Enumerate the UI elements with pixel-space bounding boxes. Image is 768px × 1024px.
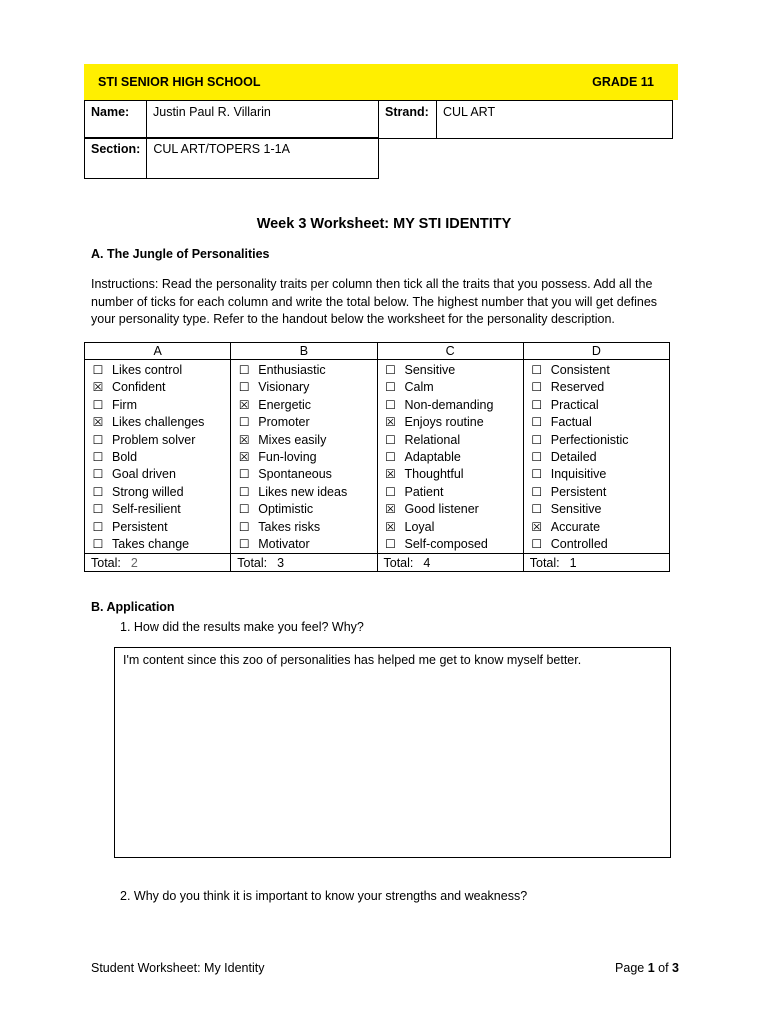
- total-cell-b: [231, 554, 377, 572]
- unchecked-box-icon[interactable]: ☐: [92, 397, 104, 412]
- trait-label: Takes change: [112, 536, 190, 551]
- trait-label: Calm: [404, 380, 434, 395]
- unchecked-box-icon[interactable]: ☐: [92, 467, 104, 482]
- trait-item[interactable]: [91, 536, 230, 553]
- total-label: Total:: [237, 555, 268, 570]
- worksheet-title: Week 3 Worksheet: MY STI IDENTITY: [256, 216, 512, 232]
- checked-box-icon[interactable]: ☒: [92, 415, 104, 430]
- trait-label: Practical: [550, 397, 599, 412]
- trait-item[interactable]: [530, 466, 669, 483]
- unchecked-box-icon[interactable]: ☐: [385, 363, 396, 377]
- trait-item[interactable]: [91, 519, 230, 536]
- unchecked-box-icon[interactable]: ☐: [92, 484, 104, 499]
- trait-column-d: [523, 360, 669, 554]
- section-value: CUL ART/TOPERS 1-1A: [147, 138, 379, 179]
- name-value: Justin Paul R. Villarin: [147, 101, 379, 139]
- total-value: 2: [130, 555, 138, 570]
- trait-label: Likes challenges: [112, 415, 205, 430]
- page-total: 3: [672, 961, 679, 975]
- trait-item[interactable]: [384, 362, 523, 379]
- trait-item[interactable]: [384, 501, 523, 518]
- total-label: Total:: [529, 555, 560, 570]
- personality-traits-table: [84, 342, 670, 572]
- unchecked-box-icon[interactable]: ☐: [92, 502, 104, 517]
- trait-label: Likes new ideas: [258, 484, 348, 499]
- name-label: Name:: [85, 101, 147, 139]
- trait-label: Takes risks: [258, 519, 321, 534]
- grade-level: GRADE 11: [592, 75, 654, 89]
- trait-item[interactable]: [237, 449, 376, 466]
- trait-label: Strong willed: [112, 484, 184, 499]
- trait-column-a: [85, 360, 231, 554]
- question-2: 2. Why do you think it is important to know your strengths and weakness?: [120, 889, 528, 903]
- checked-box-icon[interactable]: ☒: [385, 467, 396, 482]
- trait-item[interactable]: [384, 466, 523, 483]
- trait-item[interactable]: [384, 449, 523, 466]
- checked-box-icon[interactable]: ☒: [238, 397, 250, 412]
- unchecked-box-icon[interactable]: ☐: [531, 397, 543, 412]
- trait-item[interactable]: [530, 536, 669, 553]
- trait-item[interactable]: [237, 519, 376, 536]
- trait-label: Persistent: [550, 484, 607, 499]
- trait-label: Visionary: [258, 380, 310, 395]
- unchecked-box-icon[interactable]: ☐: [238, 415, 250, 430]
- total-label: Total:: [91, 555, 121, 570]
- checked-box-icon[interactable]: ☒: [385, 519, 396, 534]
- unchecked-box-icon[interactable]: ☐: [238, 380, 250, 395]
- trait-item[interactable]: [530, 379, 669, 396]
- trait-label: Bold: [112, 449, 138, 464]
- trait-item[interactable]: [91, 501, 230, 518]
- trait-label: Motivator: [258, 536, 310, 551]
- unchecked-box-icon[interactable]: ☐: [531, 415, 543, 430]
- unchecked-box-icon[interactable]: ☐: [385, 449, 396, 464]
- trait-item[interactable]: [237, 362, 376, 379]
- column-header-a: A: [85, 343, 231, 360]
- header-banner: [84, 64, 678, 100]
- section-b-heading: B. Application: [91, 600, 175, 614]
- total-cell-d: [523, 554, 669, 572]
- unchecked-box-icon[interactable]: ☐: [385, 484, 396, 499]
- unchecked-box-icon[interactable]: ☐: [385, 536, 396, 551]
- trait-column-b: [231, 360, 377, 554]
- unchecked-box-icon[interactable]: ☐: [531, 502, 543, 517]
- strand-label: Strand:: [379, 101, 437, 139]
- trait-label: Reserved: [550, 380, 605, 395]
- trait-label: Factual: [550, 415, 592, 430]
- checked-box-icon[interactable]: ☒: [385, 415, 396, 430]
- trait-label: Mixes easily: [258, 432, 327, 447]
- trait-item[interactable]: [91, 414, 230, 431]
- total-cell-c: [377, 554, 523, 572]
- trait-label: Thoughtful: [404, 467, 464, 482]
- column-header-b: B: [231, 343, 377, 360]
- unchecked-box-icon[interactable]: ☐: [238, 519, 250, 534]
- trait-label: Promoter: [258, 415, 310, 430]
- checked-box-icon[interactable]: ☒: [238, 432, 250, 447]
- unchecked-box-icon[interactable]: ☐: [385, 380, 396, 395]
- unchecked-box-icon[interactable]: ☐: [531, 449, 543, 464]
- unchecked-box-icon[interactable]: ☐: [238, 536, 250, 551]
- trait-item[interactable]: [91, 362, 230, 379]
- trait-label: Accurate: [550, 519, 601, 534]
- unchecked-box-icon[interactable]: ☐: [531, 432, 543, 447]
- trait-item[interactable]: [237, 536, 376, 553]
- unchecked-box-icon[interactable]: ☐: [238, 363, 250, 377]
- trait-item[interactable]: [530, 432, 669, 449]
- trait-label: Consistent: [550, 363, 610, 377]
- trait-item[interactable]: [530, 414, 669, 431]
- trait-label: Persistent: [112, 519, 168, 534]
- unchecked-box-icon[interactable]: ☐: [92, 449, 104, 464]
- answer-1-text: I'm content since this zoo of personalities has helped me get to know myself better.: [123, 653, 582, 667]
- trait-item[interactable]: [91, 379, 230, 396]
- question-1: 1. How did the results make you feel? Why?: [120, 620, 364, 634]
- trait-label: Sensitive: [550, 502, 602, 517]
- total-label: Total:: [383, 555, 414, 570]
- checked-box-icon[interactable]: ☒: [531, 519, 543, 534]
- trait-item[interactable]: [384, 432, 523, 449]
- trait-item[interactable]: [91, 466, 230, 483]
- unchecked-box-icon[interactable]: ☐: [92, 536, 104, 551]
- trait-label: Energetic: [258, 397, 312, 412]
- trait-item[interactable]: [384, 519, 523, 536]
- trait-item[interactable]: [384, 379, 523, 396]
- trait-label: Sensitive: [404, 363, 456, 377]
- page-number: 1: [647, 961, 655, 975]
- trait-label: Relational: [404, 432, 461, 447]
- unchecked-box-icon[interactable]: ☐: [92, 519, 104, 534]
- trait-label: Detailed: [550, 449, 597, 464]
- unchecked-box-icon[interactable]: ☐: [92, 363, 104, 377]
- trait-label: Loyal: [404, 519, 435, 534]
- unchecked-box-icon[interactable]: ☐: [238, 484, 250, 499]
- trait-item[interactable]: [237, 501, 376, 518]
- student-info-table: [84, 100, 673, 139]
- trait-label: Non-demanding: [404, 397, 494, 412]
- answer-box-1[interactable]: [114, 647, 671, 858]
- trait-label: Enthusiastic: [258, 363, 326, 377]
- trait-item[interactable]: [530, 397, 669, 414]
- trait-item[interactable]: [530, 501, 669, 518]
- total-value: 1: [569, 555, 577, 570]
- trait-item[interactable]: [384, 414, 523, 431]
- trait-label: Patient: [404, 484, 444, 499]
- unchecked-box-icon[interactable]: ☐: [531, 467, 543, 482]
- section-label: Section:: [85, 138, 147, 179]
- trait-label: Fun-loving: [258, 449, 317, 464]
- trait-label: Problem solver: [112, 432, 196, 447]
- trait-label: Likes control: [112, 363, 183, 377]
- unchecked-box-icon[interactable]: ☐: [238, 502, 250, 517]
- trait-item[interactable]: [530, 362, 669, 379]
- trait-label: Controlled: [550, 536, 608, 551]
- checked-box-icon[interactable]: ☒: [92, 380, 104, 395]
- trait-item[interactable]: [91, 484, 230, 501]
- unchecked-box-icon[interactable]: ☐: [531, 363, 543, 377]
- trait-item[interactable]: [91, 397, 230, 414]
- unchecked-box-icon[interactable]: ☐: [92, 432, 104, 447]
- footer-title: Student Worksheet: My Identity: [91, 961, 265, 975]
- trait-label: Good listener: [404, 502, 479, 517]
- trait-label: Inquisitive: [550, 467, 607, 482]
- checked-box-icon[interactable]: ☒: [385, 502, 396, 517]
- trait-item[interactable]: [530, 484, 669, 501]
- column-header-d: D: [523, 343, 669, 360]
- total-value: 3: [277, 555, 285, 570]
- trait-item[interactable]: [91, 449, 230, 466]
- trait-item[interactable]: [237, 484, 376, 501]
- unchecked-box-icon[interactable]: ☐: [531, 380, 543, 395]
- unchecked-box-icon[interactable]: ☐: [385, 432, 396, 447]
- trait-label: Optimistic: [258, 502, 314, 517]
- unchecked-box-icon[interactable]: ☐: [531, 536, 543, 551]
- total-cell-a: [85, 554, 231, 572]
- trait-label: Self-resilient: [112, 502, 181, 517]
- trait-label: Enjoys routine: [404, 415, 484, 430]
- trait-item[interactable]: [384, 536, 523, 553]
- section-a-heading: A. The Jungle of Personalities: [91, 247, 270, 261]
- trait-label: Goal driven: [112, 467, 176, 482]
- trait-item[interactable]: [237, 414, 376, 431]
- trait-label: Firm: [112, 397, 137, 412]
- trait-item[interactable]: [237, 466, 376, 483]
- page-indicator: Page 1 of 3: [615, 961, 679, 975]
- section-info-table: [84, 137, 379, 179]
- column-header-c: C: [377, 343, 523, 360]
- school-name: STI SENIOR HIGH SCHOOL: [98, 75, 261, 89]
- trait-label: Confident: [112, 380, 166, 395]
- trait-item[interactable]: [384, 397, 523, 414]
- unchecked-box-icon[interactable]: ☐: [238, 467, 250, 482]
- checked-box-icon[interactable]: ☒: [238, 449, 250, 464]
- unchecked-box-icon[interactable]: ☐: [531, 484, 543, 499]
- trait-item[interactable]: [237, 379, 376, 396]
- trait-item[interactable]: [384, 484, 523, 501]
- trait-label: Self-composed: [404, 536, 488, 551]
- trait-label: Adaptable: [404, 449, 461, 464]
- instructions-text: Instructions: Read the personality traits per column then tick all the traits that you possess. Add all the number of ticks for each column and write the total below. The highest number that you will get defines your personality type. Refer to the handout below the worksheet for the personality description.: [91, 277, 658, 326]
- strand-value: CUL ART: [437, 101, 673, 139]
- trait-item[interactable]: [237, 397, 376, 414]
- trait-column-c: [377, 360, 523, 554]
- trait-label: Perfectionistic: [550, 432, 629, 447]
- trait-item[interactable]: [530, 519, 669, 536]
- trait-item[interactable]: [237, 432, 376, 449]
- total-value: 4: [423, 555, 431, 570]
- trait-item[interactable]: [91, 432, 230, 449]
- trait-item[interactable]: [530, 449, 669, 466]
- trait-label: Spontaneous: [258, 467, 332, 482]
- unchecked-box-icon[interactable]: ☐: [385, 397, 396, 412]
